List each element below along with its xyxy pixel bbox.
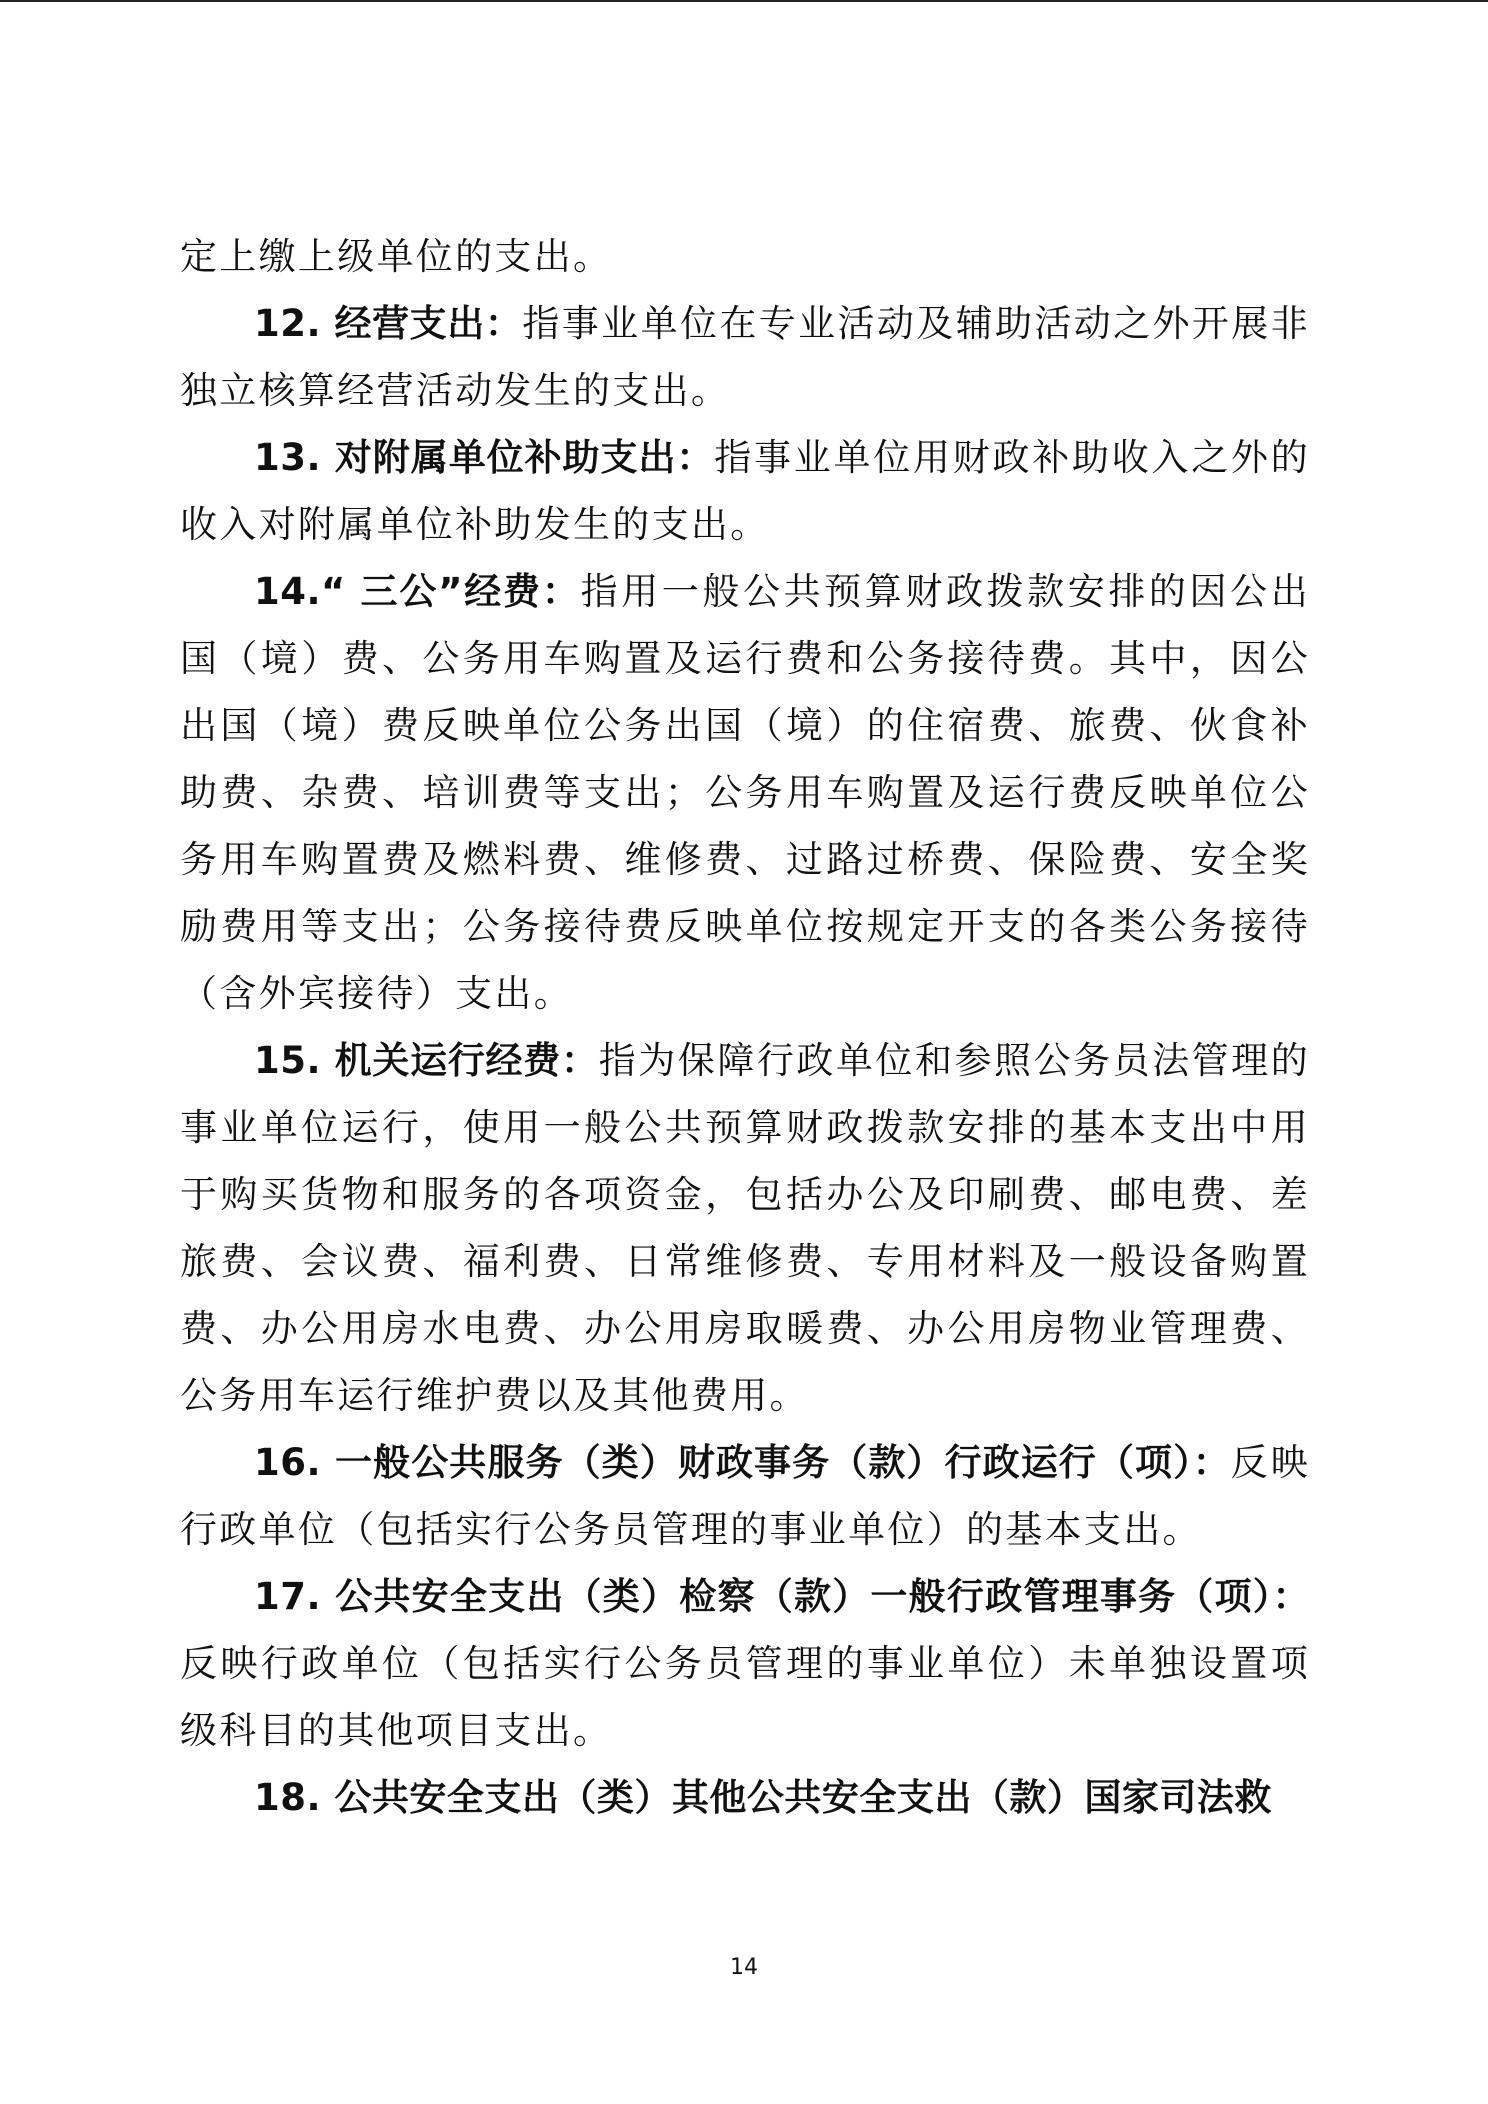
paragraph-text: 指用一般公共预算财政拨款安排的因公出国（境）费、公务用车购置及运行费和公务接待费。其中，因公出国（境）费反映单位公务出国（境）的住宿费、旅费、伙食补助费、杂费、培训费等支出；公务用车购置及运行费反映单位公务用车购置费及燃料费、维修费、过路过桥费、保险费、安全奖励费用等支出；公务接待费反映单位按规定开支的各类公务接待（含外宾接待）支出。	[180, 570, 1311, 1015]
paragraph-item-17	[180, 1563, 1310, 1764]
paragraph-item-14	[180, 558, 1310, 1027]
paragraph-term: 12. 经营支出：	[254, 302, 523, 345]
paragraph-text: 定上缴上级单位的支出。	[180, 235, 613, 278]
paragraph-item-13	[180, 424, 1310, 558]
paragraph-text: 反映行政单位（包括实行公务员管理的事业单位）未单独设置项级科目的其他项目支出。	[180, 1642, 1310, 1752]
paragraph-text: 指事业单位用财政补助收入之外的收入对附属单位补助发生的支出。	[180, 436, 1310, 546]
page-number: 14	[730, 1955, 758, 1980]
paragraph-item-18	[180, 1764, 1310, 1831]
paragraph-term: 16. 一般公共服务（类）财政事务（款）行政运行（项）：	[254, 1441, 1231, 1484]
paragraph-term: 13. 对附属单位补助支出：	[254, 436, 715, 479]
page-top-border	[0, 0, 1488, 2]
paragraph-item-12	[180, 290, 1310, 424]
paragraph-text: 指为保障行政单位和参照公务员法管理的事业单位运行，使用一般公共预算财政拨款安排的基本支出中用于购买货物和服务的各项资金，包括办公及印刷费、邮电费、差旅费、会议费、福利费、日常维修费、专用材料及一般设备购置费、办公用房水电费、办公用房取暖费、办公用房物业管理费、公务用车运行维护费以及其他费用。	[180, 1039, 1310, 1417]
paragraph-item-15	[180, 1027, 1310, 1429]
paragraph-term: 17. 公共安全支出（类）检察（款）一般行政管理事务（项）：	[254, 1575, 1310, 1618]
paragraph-continuation	[180, 223, 1310, 290]
paragraph-item-16	[180, 1429, 1310, 1563]
document-body	[180, 223, 1310, 1831]
paragraph-text: 反映行政单位（包括实行公务员管理的事业单位）的基本支出。	[180, 1441, 1310, 1551]
paragraph-text: 指事业单位在专业活动及辅助活动之外开展非独立核算经营活动发生的支出。	[180, 302, 1310, 412]
paragraph-term: 18. 公共安全支出（类）其他公共安全支出（款）国家司法救	[254, 1776, 1272, 1819]
paragraph-term: 14.“ 三公”经费：	[254, 570, 581, 613]
paragraph-term: 15. 机关运行经费：	[254, 1039, 599, 1082]
